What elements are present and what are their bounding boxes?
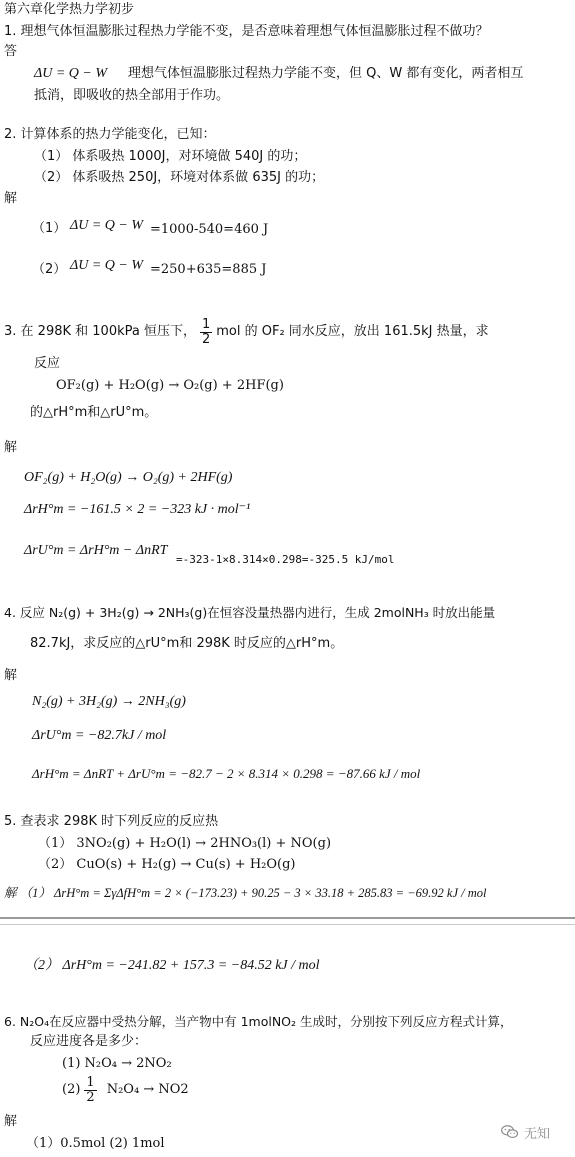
q2-item1: （1） 体系吸热 1000J，对环境做 540J 的功； <box>34 149 307 164</box>
q3-solution-energy: ΔrU°m = ΔrH°m − ΔnRT <box>24 543 168 558</box>
q5-item1: （1） 3NO₂(g) + H₂O(l) → 2HNO₃(l) + NO(g) <box>38 836 332 851</box>
q5-item2: （2） CuO(s) + H₂(g) → Cu(s) + H₂O(g) <box>38 857 296 872</box>
q2-sol1-value: =1000-540=460 J <box>150 222 269 237</box>
q2-sol1-formula: ΔU = Q − W <box>70 218 143 233</box>
page-break-divider-secondary <box>0 924 575 925</box>
q4-question-line2: 82.7kJ，求反应的△rU°m和 298K 时反应的△rH°m。 <box>30 636 344 651</box>
q3-fraction-num: 1 <box>201 317 211 332</box>
q3-solution-energy-value: =-323-1×8.314×0.298=-325.5 kJ/mol <box>176 553 395 566</box>
q3-solution-label: 解 <box>4 440 18 455</box>
page-break-divider <box>0 917 575 919</box>
q6-equation2-num: (2) <box>62 1082 81 1098</box>
q2-sol1-num: （1） <box>32 221 67 236</box>
q3-question-line1 <box>4 318 489 346</box>
q2-sol2-num: （2） <box>32 262 67 277</box>
wechat-icon <box>500 1122 520 1142</box>
q6-question-line1: 6. N₂O₄在反应器中受热分解，当产物中有 1molNO₂ 生成时，分别按下列反应方程式计算， <box>4 1014 513 1029</box>
q3-question-post: mol 的 OF₂ 同水反应，放出 161.5kJ 热量，求 <box>216 324 489 340</box>
page-title: 第六章化学热力学初步 <box>4 2 135 17</box>
q2-solution-label: 解 <box>4 191 18 206</box>
q2-sol2-value: =250+635=885 J <box>150 262 267 277</box>
q3-question-line2: 反应 <box>34 356 61 371</box>
q1-formula: ΔU = Q − W <box>34 66 107 81</box>
q6-fraction-num: 1 <box>86 1075 95 1090</box>
q3-question-pre: 3. 在 298K 和 100kPa 恒压下， <box>4 324 196 340</box>
q2-question: 2. 计算体系的热力学能变化，已知： <box>4 127 216 142</box>
q1-answer-line1: 理想气体恒温膨胀过程热力学能不变，但 Q、W 都有变化，两者相互 <box>128 66 524 81</box>
q1-question: 1. 理想气体恒温膨胀过程热力学能不变，是否意味着理想气体恒温膨胀过程不做功？ <box>4 24 489 39</box>
q5-solution2: （2） ΔrH°m = −241.82 + 157.3 = −84.52 kJ / mol <box>24 958 320 973</box>
q6-fraction-den: 2 <box>86 1089 95 1105</box>
q5-question: 5. 查表求 298K 时下列反应的反应热 <box>4 814 219 829</box>
q2-sol2-formula: ΔU = Q − W <box>70 258 143 273</box>
q6-equation2-rest: N₂O₄ → NO2 <box>106 1082 189 1098</box>
q5-solution1: 解 （1） ΔrH°m = ΣγΔfH°m = 2 × (−173.23) + 90.25 − 3 × 33.18 + 285.83 = −69.92 kJ / mol <box>4 886 487 900</box>
q6-equation2 <box>62 1076 189 1104</box>
q3-question-line3: 的△rH°m和△rU°m。 <box>30 405 158 420</box>
q3-solution-equation: OF₂(g) + H₂O(g) → O₂(g) + 2HF(g) <box>24 470 233 485</box>
q3-solution-enthalpy: ΔrH°m = −161.5 × 2 = −323 kJ · mol⁻¹ <box>24 502 251 517</box>
q4-question-line1: 4. 反应 N₂(g) + 3H₂(g) → 2NH₃(g)在恒容没量热器内进行，生成 2molNH₃ 时放出能量 <box>4 605 496 620</box>
q4-solution-enthalpy: ΔrH°m = ΔnRT + ΔrU°m = −82.7 − 2 × 8.314 × 0.298 = −87.66 kJ / mol <box>32 766 421 781</box>
q1-answer-label: 答 <box>4 44 18 59</box>
q1-answer-line2: 抵消，即吸收的热全部用于作功。 <box>34 88 230 103</box>
q3-equation: OF₂(g) + H₂O(g) → O₂(g) + 2HF(g) <box>56 378 284 393</box>
q4-solution-energy: ΔrU°m = −82.7kJ / mol <box>32 728 167 743</box>
q3-fraction <box>200 318 212 346</box>
watermark-text: 无知 <box>524 1126 551 1142</box>
q4-solution-label: 解 <box>4 668 18 683</box>
q6-solution-label: 解 <box>4 1114 18 1129</box>
q6-answer: （1）0.5mol (2) 1mol <box>26 1136 165 1151</box>
q6-equation1: (1) N₂O₄ → 2NO₂ <box>62 1056 172 1071</box>
q2-item2: （2） 体系吸热 250J，环境对体系做 635J 的功； <box>34 170 325 185</box>
q4-solution-equation: N₂(g) + 3H₂(g) → 2NH₃(g) <box>32 694 186 709</box>
watermark <box>500 1122 550 1142</box>
q3-fraction-den: 2 <box>201 331 211 347</box>
q6-fraction <box>84 1076 96 1104</box>
q6-question-line2: 反应进度各是多少： <box>30 1034 148 1049</box>
